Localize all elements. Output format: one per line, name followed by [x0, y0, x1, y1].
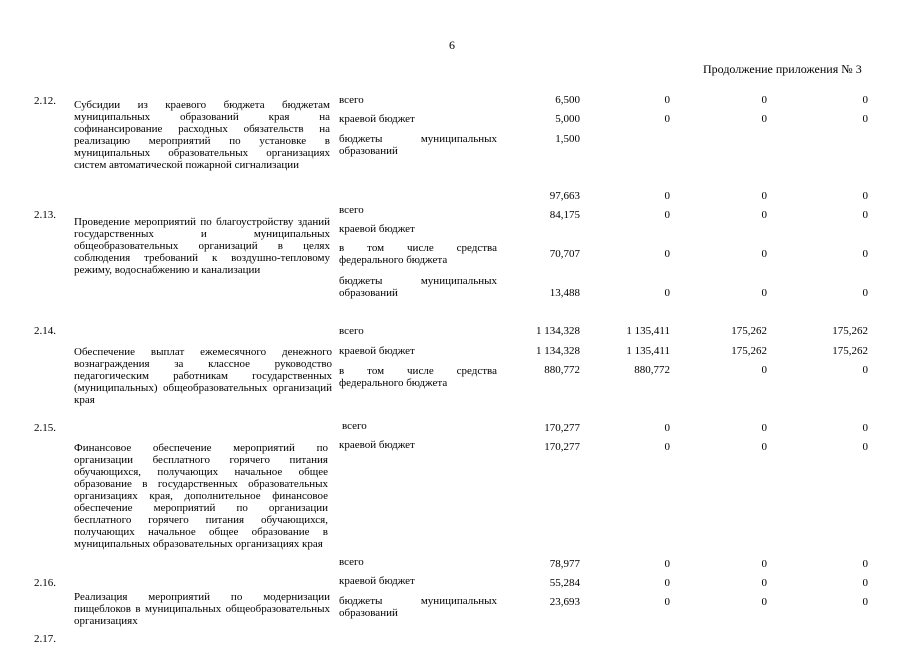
- value-cell: 0: [761, 248, 767, 260]
- funding-source: всего: [339, 94, 364, 106]
- value-cell: 0: [862, 577, 868, 589]
- value-cell: 1 134,328: [536, 325, 580, 337]
- funding-source: бюджеты муниципальных образований: [339, 275, 497, 299]
- value-cell: 0: [761, 190, 767, 202]
- value-cell: 175,262: [832, 325, 868, 337]
- funding-source: всего: [339, 204, 364, 216]
- value-cell: 78,977: [549, 558, 580, 570]
- row-number: 2.13.: [34, 209, 56, 221]
- value-cell: 1 135,411: [626, 345, 670, 357]
- row-number: 2.14.: [34, 325, 56, 337]
- value-cell: 23,693: [549, 596, 580, 608]
- value-cell: 6,500: [555, 94, 580, 106]
- value-cell: 0: [862, 558, 868, 570]
- value-cell: 0: [862, 596, 868, 608]
- row-number: 2.15.: [34, 422, 56, 434]
- value-cell: 1 134,328: [536, 345, 580, 357]
- page-number: 6: [449, 38, 455, 52]
- row-description: Обеспечение выплат ежемесячного денежного вознаграждения за классное руководство педагогическим работникам государственных (муниципальных) общеобразовательных организаций края: [74, 346, 332, 406]
- value-cell: 0: [664, 287, 670, 299]
- funding-source: краевой бюджет: [339, 223, 415, 235]
- value-cell: 0: [862, 113, 868, 125]
- value-cell: 0: [761, 441, 767, 453]
- value-cell: 0: [761, 113, 767, 125]
- value-cell: 0: [862, 287, 868, 299]
- value-cell: 170,277: [544, 441, 580, 453]
- funding-source: в том числе средства федерального бюджета: [339, 365, 497, 389]
- value-cell: 0: [664, 209, 670, 221]
- value-cell: 170,277: [544, 422, 580, 434]
- value-cell: 880,772: [544, 364, 580, 376]
- value-cell: 880,772: [634, 364, 670, 376]
- value-cell: 0: [862, 441, 868, 453]
- value-cell: 0: [664, 94, 670, 106]
- continuation-note: Продолжение приложения № 3: [703, 62, 862, 76]
- value-cell: 84,175: [549, 209, 580, 221]
- value-cell: 0: [664, 558, 670, 570]
- value-cell: 0: [664, 577, 670, 589]
- value-cell: 0: [862, 422, 868, 434]
- row-number: 2.16.: [34, 577, 56, 589]
- funding-source: краевой бюджет: [339, 439, 415, 451]
- value-cell: 0: [862, 209, 868, 221]
- value-cell: 0: [862, 248, 868, 260]
- value-cell: 0: [664, 596, 670, 608]
- value-cell: 0: [664, 422, 670, 434]
- value-cell: 175,262: [832, 345, 868, 357]
- row-description: Проведение мероприятий по благоустройству зданий государственных и муниципальных общеобразовательных организаций в целях соблюдения требований к воздушно-тепловому режиму, водоснабжению и канализации: [74, 216, 330, 276]
- funding-source: краевой бюджет: [339, 345, 415, 357]
- value-cell: 0: [862, 364, 868, 376]
- value-cell: 0: [761, 558, 767, 570]
- value-cell: 0: [664, 441, 670, 453]
- funding-source: всего: [342, 420, 367, 432]
- value-cell: 0: [761, 209, 767, 221]
- value-cell: 0: [761, 287, 767, 299]
- value-cell: 0: [862, 190, 868, 202]
- value-cell: 0: [761, 94, 767, 106]
- row-number: 2.12.: [34, 95, 56, 107]
- value-cell: 0: [761, 422, 767, 434]
- value-cell: 0: [761, 364, 767, 376]
- row-number: 2.17.: [34, 633, 56, 645]
- funding-source: краевой бюджет: [339, 113, 415, 125]
- value-cell: 0: [761, 596, 767, 608]
- value-cell: 97,663: [549, 190, 580, 202]
- value-cell: 13,488: [549, 287, 580, 299]
- row-description: Финансовое обеспечение мероприятий по организации бесплатного горячего питания обучающихся, получающих начальное общее образование в государственных образовательных организациях края, дополнительное финансовое обеспечение мероприятий по организации бесплатного горячего питания обучающихся, получающих начальное общее образование в муниципальных образовательных организациях края: [74, 442, 328, 550]
- value-cell: 0: [862, 94, 868, 106]
- row-description: Субсидии из краевого бюджета бюджетам муниципальных образований края на софинансирование расходных обязательств на реализацию мероприятий по установке в муниципальных образовательных организациях систем автоматической пожарной сигнализации: [74, 99, 330, 171]
- value-cell: 0: [664, 113, 670, 125]
- value-cell: 0: [664, 190, 670, 202]
- funding-source: бюджеты муниципальных образований: [339, 595, 497, 619]
- value-cell: 70,707: [549, 248, 580, 260]
- value-cell: 55,284: [549, 577, 580, 589]
- value-cell: 175,262: [731, 345, 767, 357]
- funding-source: в том числе средства федерального бюджета: [339, 242, 497, 266]
- value-cell: 1 135,411: [626, 325, 670, 337]
- value-cell: 0: [761, 577, 767, 589]
- funding-source: всего: [339, 325, 364, 337]
- funding-source: бюджеты муниципальных образований: [339, 133, 497, 157]
- row-description: Реализация мероприятий по модернизации пищеблоков в муниципальных общеобразовательных организациях: [74, 591, 330, 627]
- value-cell: 1,500: [555, 133, 580, 145]
- funding-source: краевой бюджет: [339, 575, 415, 587]
- value-cell: 175,262: [731, 325, 767, 337]
- funding-source: всего: [339, 556, 364, 568]
- value-cell: 5,000: [555, 113, 580, 125]
- value-cell: 0: [664, 248, 670, 260]
